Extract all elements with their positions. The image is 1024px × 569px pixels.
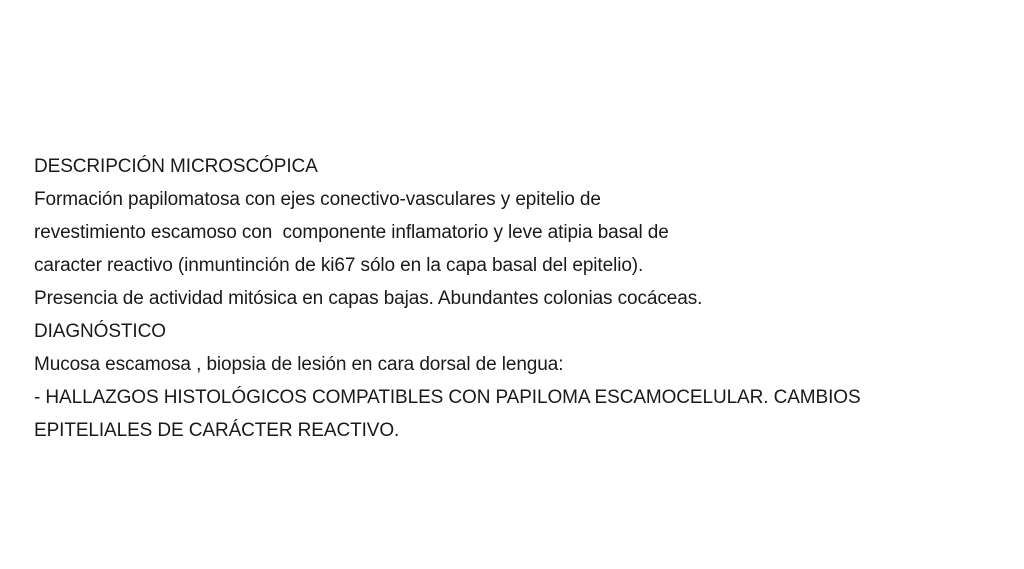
diagnosis-line: - HALLAZGOS HISTOLÓGICOS COMPATIBLES CON PAPILOMA ESCAMOCELULAR. CAMBIOS xyxy=(34,387,861,408)
pathology-report xyxy=(34,150,1014,447)
diagnosis-line: Mucosa escamosa , biopsia de lesión en cara dorsal de lengua: xyxy=(34,354,564,375)
microscopic-description-line: Formación papilomatosa con ejes conectivo-vasculares y epitelio de xyxy=(34,189,601,210)
microscopic-description-heading: DESCRIPCIÓN MICROSCÓPICA xyxy=(34,156,318,177)
diagnosis-heading: DIAGNÓSTICO xyxy=(34,321,166,342)
microscopic-description-line: caracter reactivo (inmuntinción de ki67 sólo en la capa basal del epitelio). xyxy=(34,255,644,276)
microscopic-description-line: Presencia de actividad mitósica en capas bajas. Abundantes colonias cocáceas. xyxy=(34,288,703,309)
microscopic-description-line: revestimiento escamoso con componente inflamatorio y leve atipia basal de xyxy=(34,222,669,243)
diagnosis-line: EPITELIALES DE CARÁCTER REACTIVO. xyxy=(34,420,400,441)
